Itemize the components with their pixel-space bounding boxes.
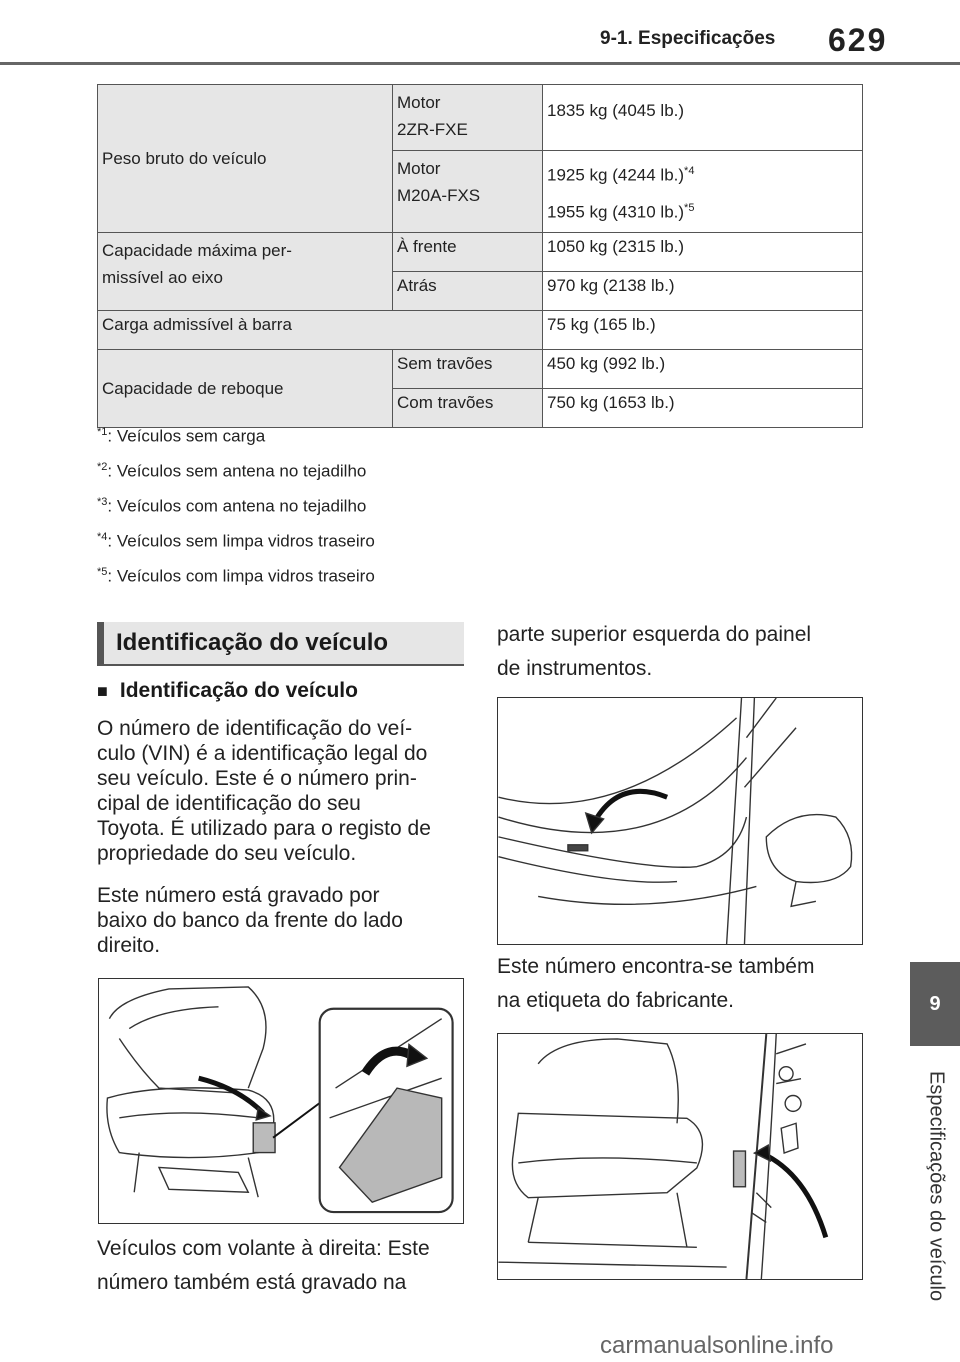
towing-nobrake-value: 450 kg (992 lb.) [543, 350, 863, 389]
gross-weight-label: Peso bruto do veículo [98, 85, 393, 233]
bar-load-value: 75 kg (165 lb.) [543, 311, 863, 350]
towing-brake-value: 750 kg (1653 lb.) [543, 389, 863, 428]
towing-capacity-label: Capacidade de reboque [98, 350, 393, 428]
specifications-table [97, 84, 863, 428]
vin-description: O número de identificação do veí- culo (VIN) é a identificação legal do seu veículo. Este é o número prin- cipal de identificação do seu Toyota. É utilizado para o registo de propriedade do seu veículo. [97, 717, 431, 865]
chapter-label: Especificações do veículo [925, 1070, 948, 1302]
square-bullet-icon: ■ [97, 681, 108, 701]
chapter-number: 9 [929, 992, 941, 1015]
label-location-text: Este número encontra-se também na etiqueta do fabricante. [497, 955, 815, 1012]
sub-heading [97, 679, 358, 703]
towing-brake-label: Com travões [393, 389, 543, 428]
gross-weight-m20a-value-2: 1955 kg (4310 lb.) [547, 202, 685, 222]
footnote: $^{*5}$: Veículos com limpa vidros traseiro [97, 566, 375, 586]
section-heading: Identificação do veículo [97, 622, 464, 666]
footnote: $^{*2}$: Veículos sem antena no tejadilho [97, 461, 367, 481]
chapter-tab[interactable] [910, 962, 960, 1046]
header-divider [0, 62, 960, 65]
dashboard-location-text: parte superior esquerda do painel de instrumentos. [497, 623, 812, 680]
axle-front-value: 1050 kg (2315 lb.) [543, 233, 863, 272]
footnote: $^{*4}$: Veículos sem limpa vidros traseiro [97, 531, 375, 551]
axle-rear-label: Atrás [393, 272, 543, 311]
vin-location-text: Este número está gravado por baixo do banco da frente do lado direito. [97, 884, 403, 957]
footnote: $^{*3}$: Veículos com antena no tejadilho [97, 496, 367, 516]
axle-front-label: À frente [393, 233, 543, 272]
section-title: 9-1. Especificações [600, 28, 776, 49]
engine-2zr-label: Motor 2ZR-FXE [393, 85, 543, 151]
footnote-ref: *4 [684, 165, 695, 177]
engine-m20a-label: Motor M20A-FXS [393, 151, 543, 233]
axle-capacity-label: Capacidade máxima per- missível ao eixo [98, 233, 393, 311]
gross-weight-2zr-value: 1835 kg (4045 lb.) [543, 85, 863, 151]
door-pillar-vin-illustration [497, 1033, 863, 1280]
dashboard-vin-illustration [497, 697, 863, 945]
towing-nobrake-label: Sem travões [393, 350, 543, 389]
footnote-ref: *5 [684, 201, 695, 214]
watermark: carmanualsonline.info [600, 1332, 834, 1359]
rhd-vehicle-text: Veículos com volante à direita: Este número também está gravado na [97, 1237, 430, 1294]
gross-weight-m20a-value-1: 1925 kg (4244 lb.) [547, 165, 685, 185]
sub-heading-text: Identificação do veículo [119, 679, 358, 702]
page-number: 629 [828, 22, 888, 58]
footnotes [97, 426, 375, 601]
axle-rear-value: 970 kg (2138 lb.) [543, 272, 863, 311]
seat-vin-illustration [98, 978, 464, 1224]
gross-weight-m20a-values [543, 151, 863, 233]
footnote: $^{*1}$: Veículos sem carga [97, 426, 266, 446]
bar-load-label: Carga admissível à barra [98, 311, 543, 350]
